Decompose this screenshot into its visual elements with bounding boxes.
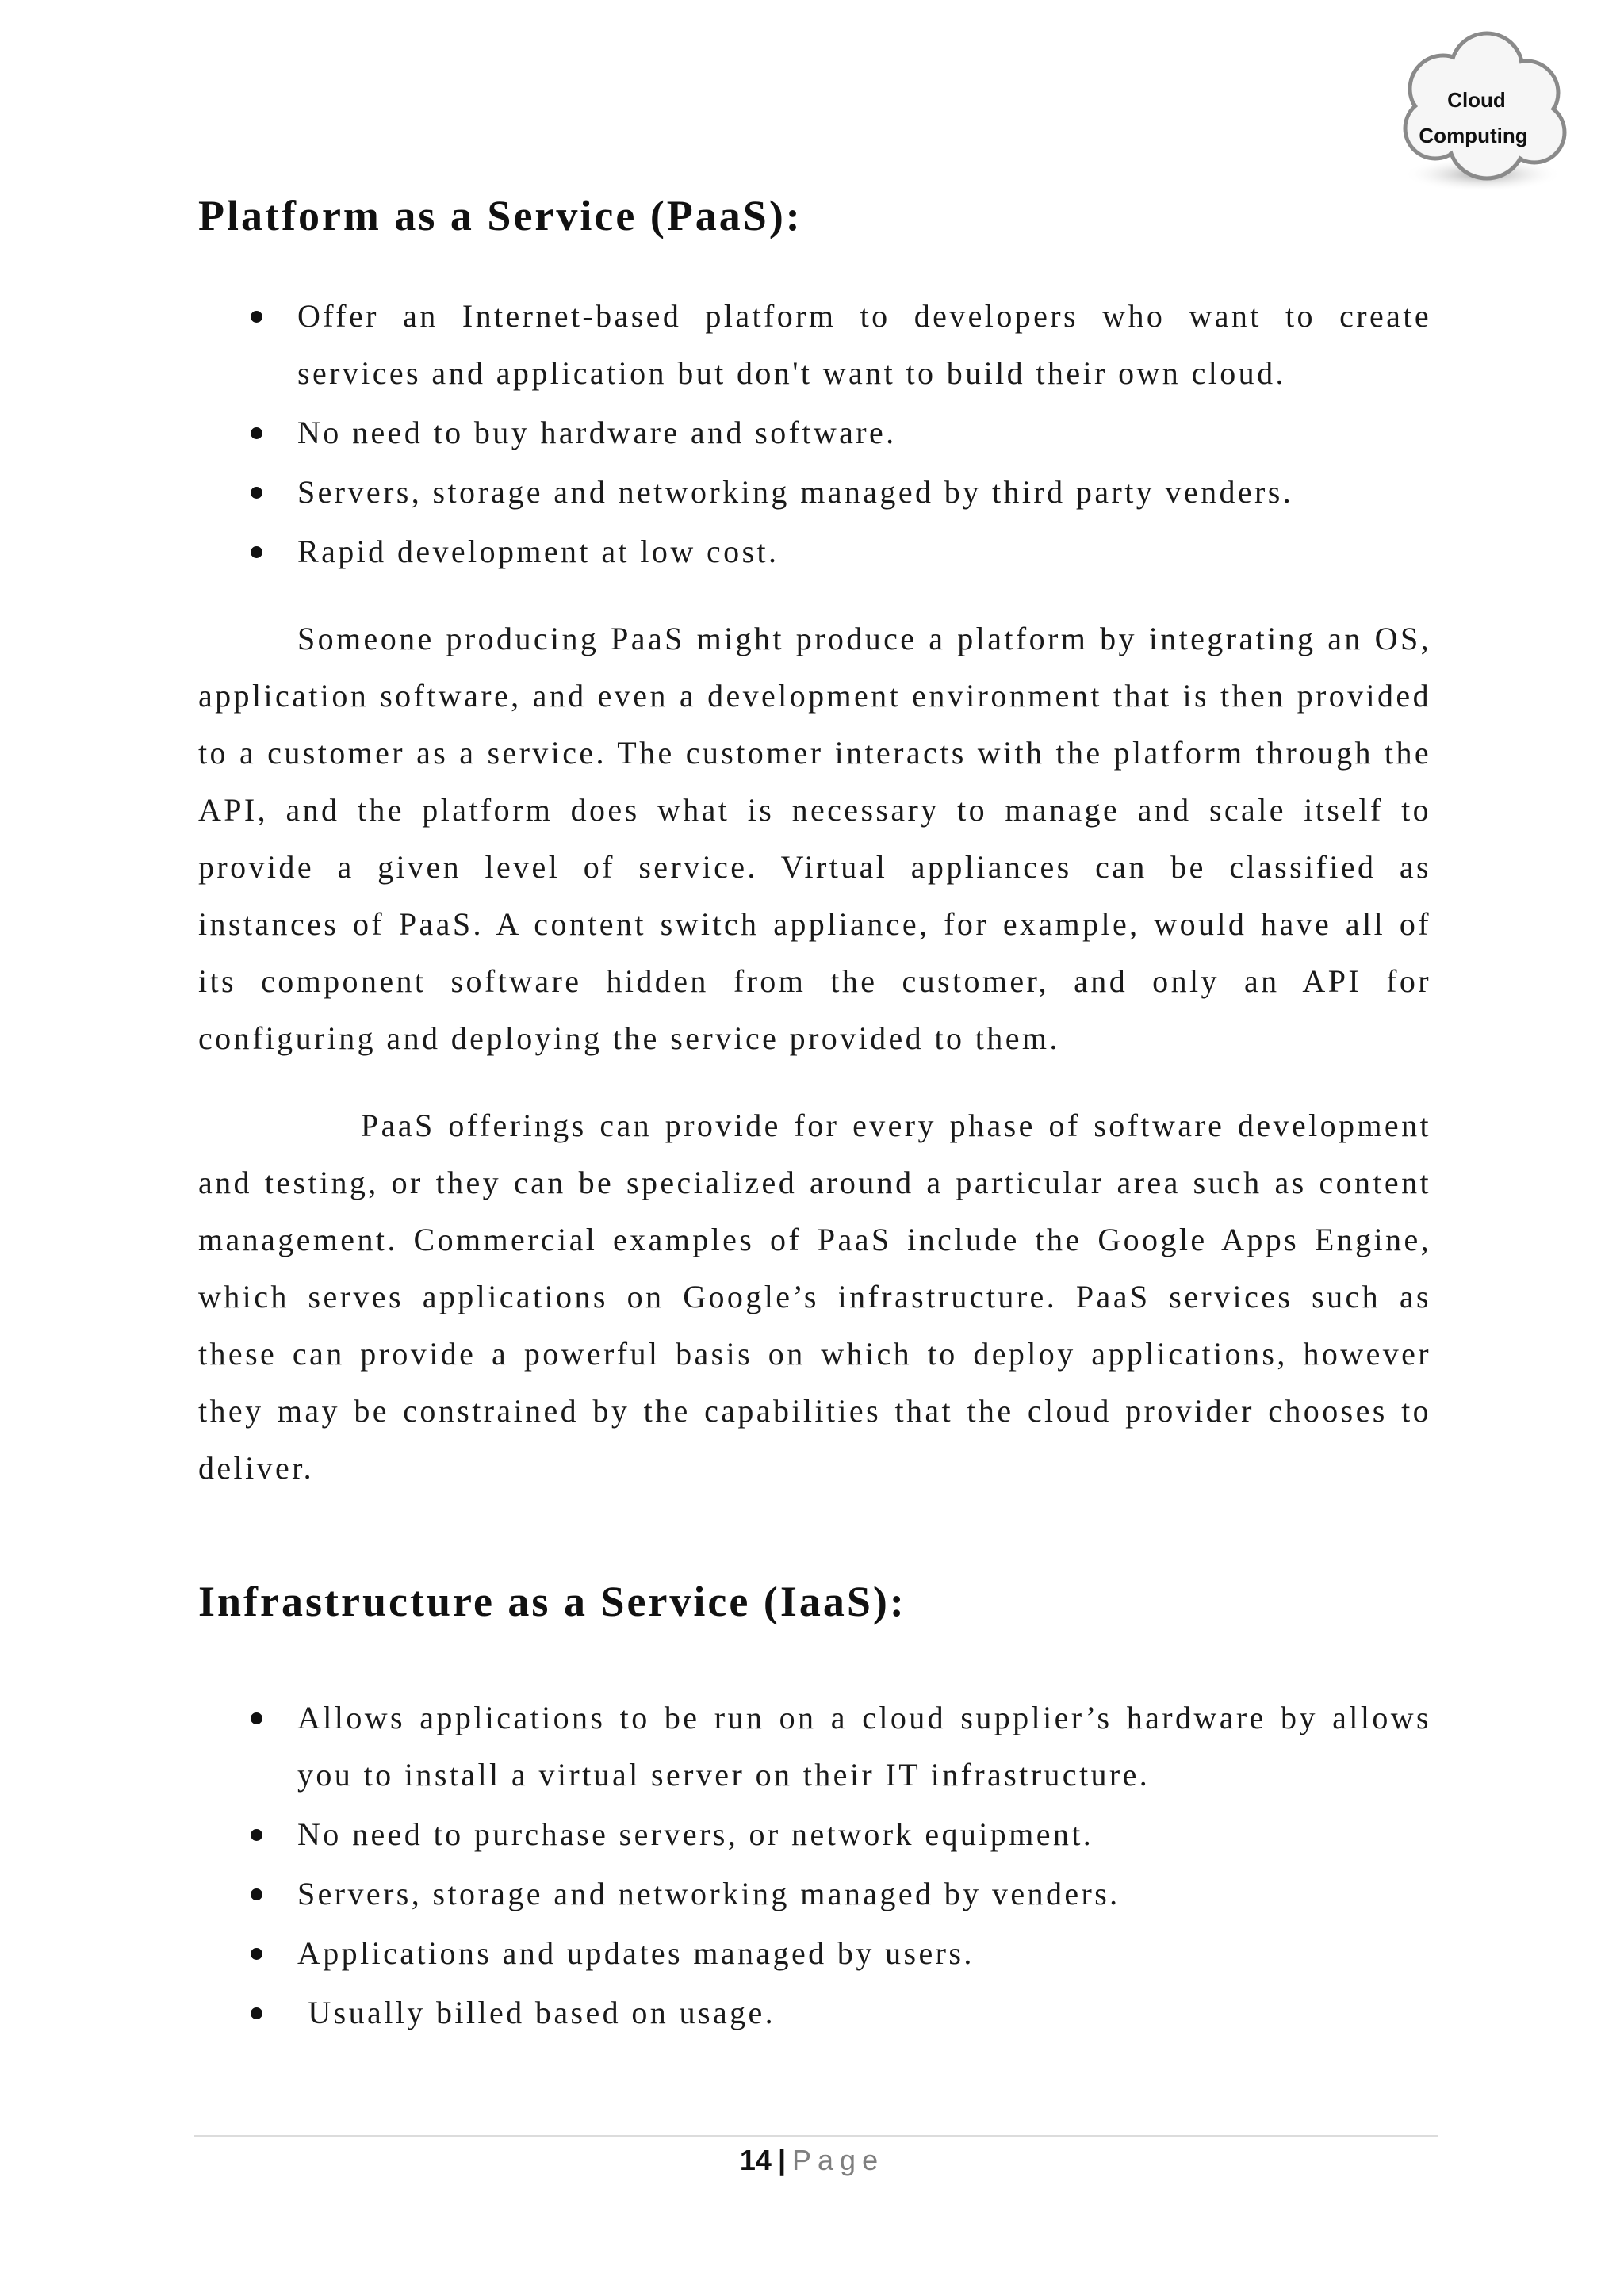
paas-paragraph-2: PaaS offerings can provide for every phase of software development and testing, or they can be specialized around a particular area such as content management. Commercial examples of PaaS include the Google Apps Engine, which serves applications on Google’s infrastructure. PaaS services such as these can provide a powerful basis on which to deploy applications, however they may be constrained by the capabilities that the cloud provider chooses to deliver. [198, 1107, 1431, 1486]
list-item [198, 523, 1431, 580]
list-item [198, 1866, 1431, 1923]
list-item [198, 464, 1431, 521]
bullet-icon [251, 1948, 262, 1960]
bullet-icon [251, 1829, 262, 1841]
bullet-icon [251, 427, 262, 439]
bullet-icon [251, 1888, 262, 1900]
list-item [198, 1806, 1431, 1863]
list-item-text: Servers, storage and networking managed by venders. [297, 1875, 1120, 1911]
list-item-text: Servers, storage and networking managed by third party venders. [297, 473, 1294, 510]
list-item-text: Rapid development at low cost. [297, 533, 779, 569]
list-item-text: Allows applications to be run on a cloud supplier’s hardware by allows you to install a virtual server on their IT infrastructure. [297, 1699, 1431, 1793]
page-label: Page [792, 2144, 885, 2176]
paas-paragraph-1: Someone producing PaaS might produce a platform by integrating an OS, application software, and even a development environment that is then provided to a customer as a service. The customer interacts with the platform through the API, and the platform does what is necessary to manage and scale itself to provide a given level of service. Virtual appliances can be classified as instances of PaaS. A content switch appliance, for example, would have all of its component software hidden from the customer, and only an API for configuring and deploying the service provided to them. [198, 620, 1431, 1056]
list-item [198, 404, 1431, 461]
footer-separator: | [777, 2144, 787, 2176]
logo-text-cloud: Cloud [1447, 88, 1506, 112]
page-footer [0, 2144, 1624, 2177]
page-number: 14 [739, 2144, 772, 2176]
logo-text-computing: Computing [1419, 124, 1528, 147]
list-item-text: Offer an Internet-based platform to developers who want to create services and application but don't want to build their own cloud. [297, 297, 1431, 391]
bullet-icon [251, 311, 262, 323]
iaas-heading: Infrastructure as a Service (IaaS): [198, 1577, 906, 1625]
bullet-icon [251, 487, 262, 499]
iaas-bullet-list [198, 1689, 1431, 2042]
bullet-icon [251, 1712, 262, 1724]
footer-divider [194, 2135, 1438, 2137]
paas-bullet-list [198, 288, 1431, 580]
list-item [198, 288, 1431, 402]
cloud-computing-logo [1388, 25, 1578, 200]
list-item [198, 1689, 1431, 1804]
list-item [198, 1984, 1431, 2042]
list-item-text: No need to buy hardware and software. [297, 414, 897, 450]
cloud-icon [1388, 25, 1578, 200]
paas-heading: Platform as a Service (PaaS): [198, 192, 802, 239]
list-item-text: Usually billed based on usage. [297, 1994, 776, 2030]
list-item-text: Applications and updates managed by users. [297, 1934, 975, 1971]
bullet-icon [251, 2007, 262, 2019]
bullet-icon [251, 546, 262, 558]
list-item-text: No need to purchase servers, or network equipment. [297, 1816, 1094, 1852]
page-content [198, 190, 1431, 2044]
list-item [198, 1925, 1431, 1982]
